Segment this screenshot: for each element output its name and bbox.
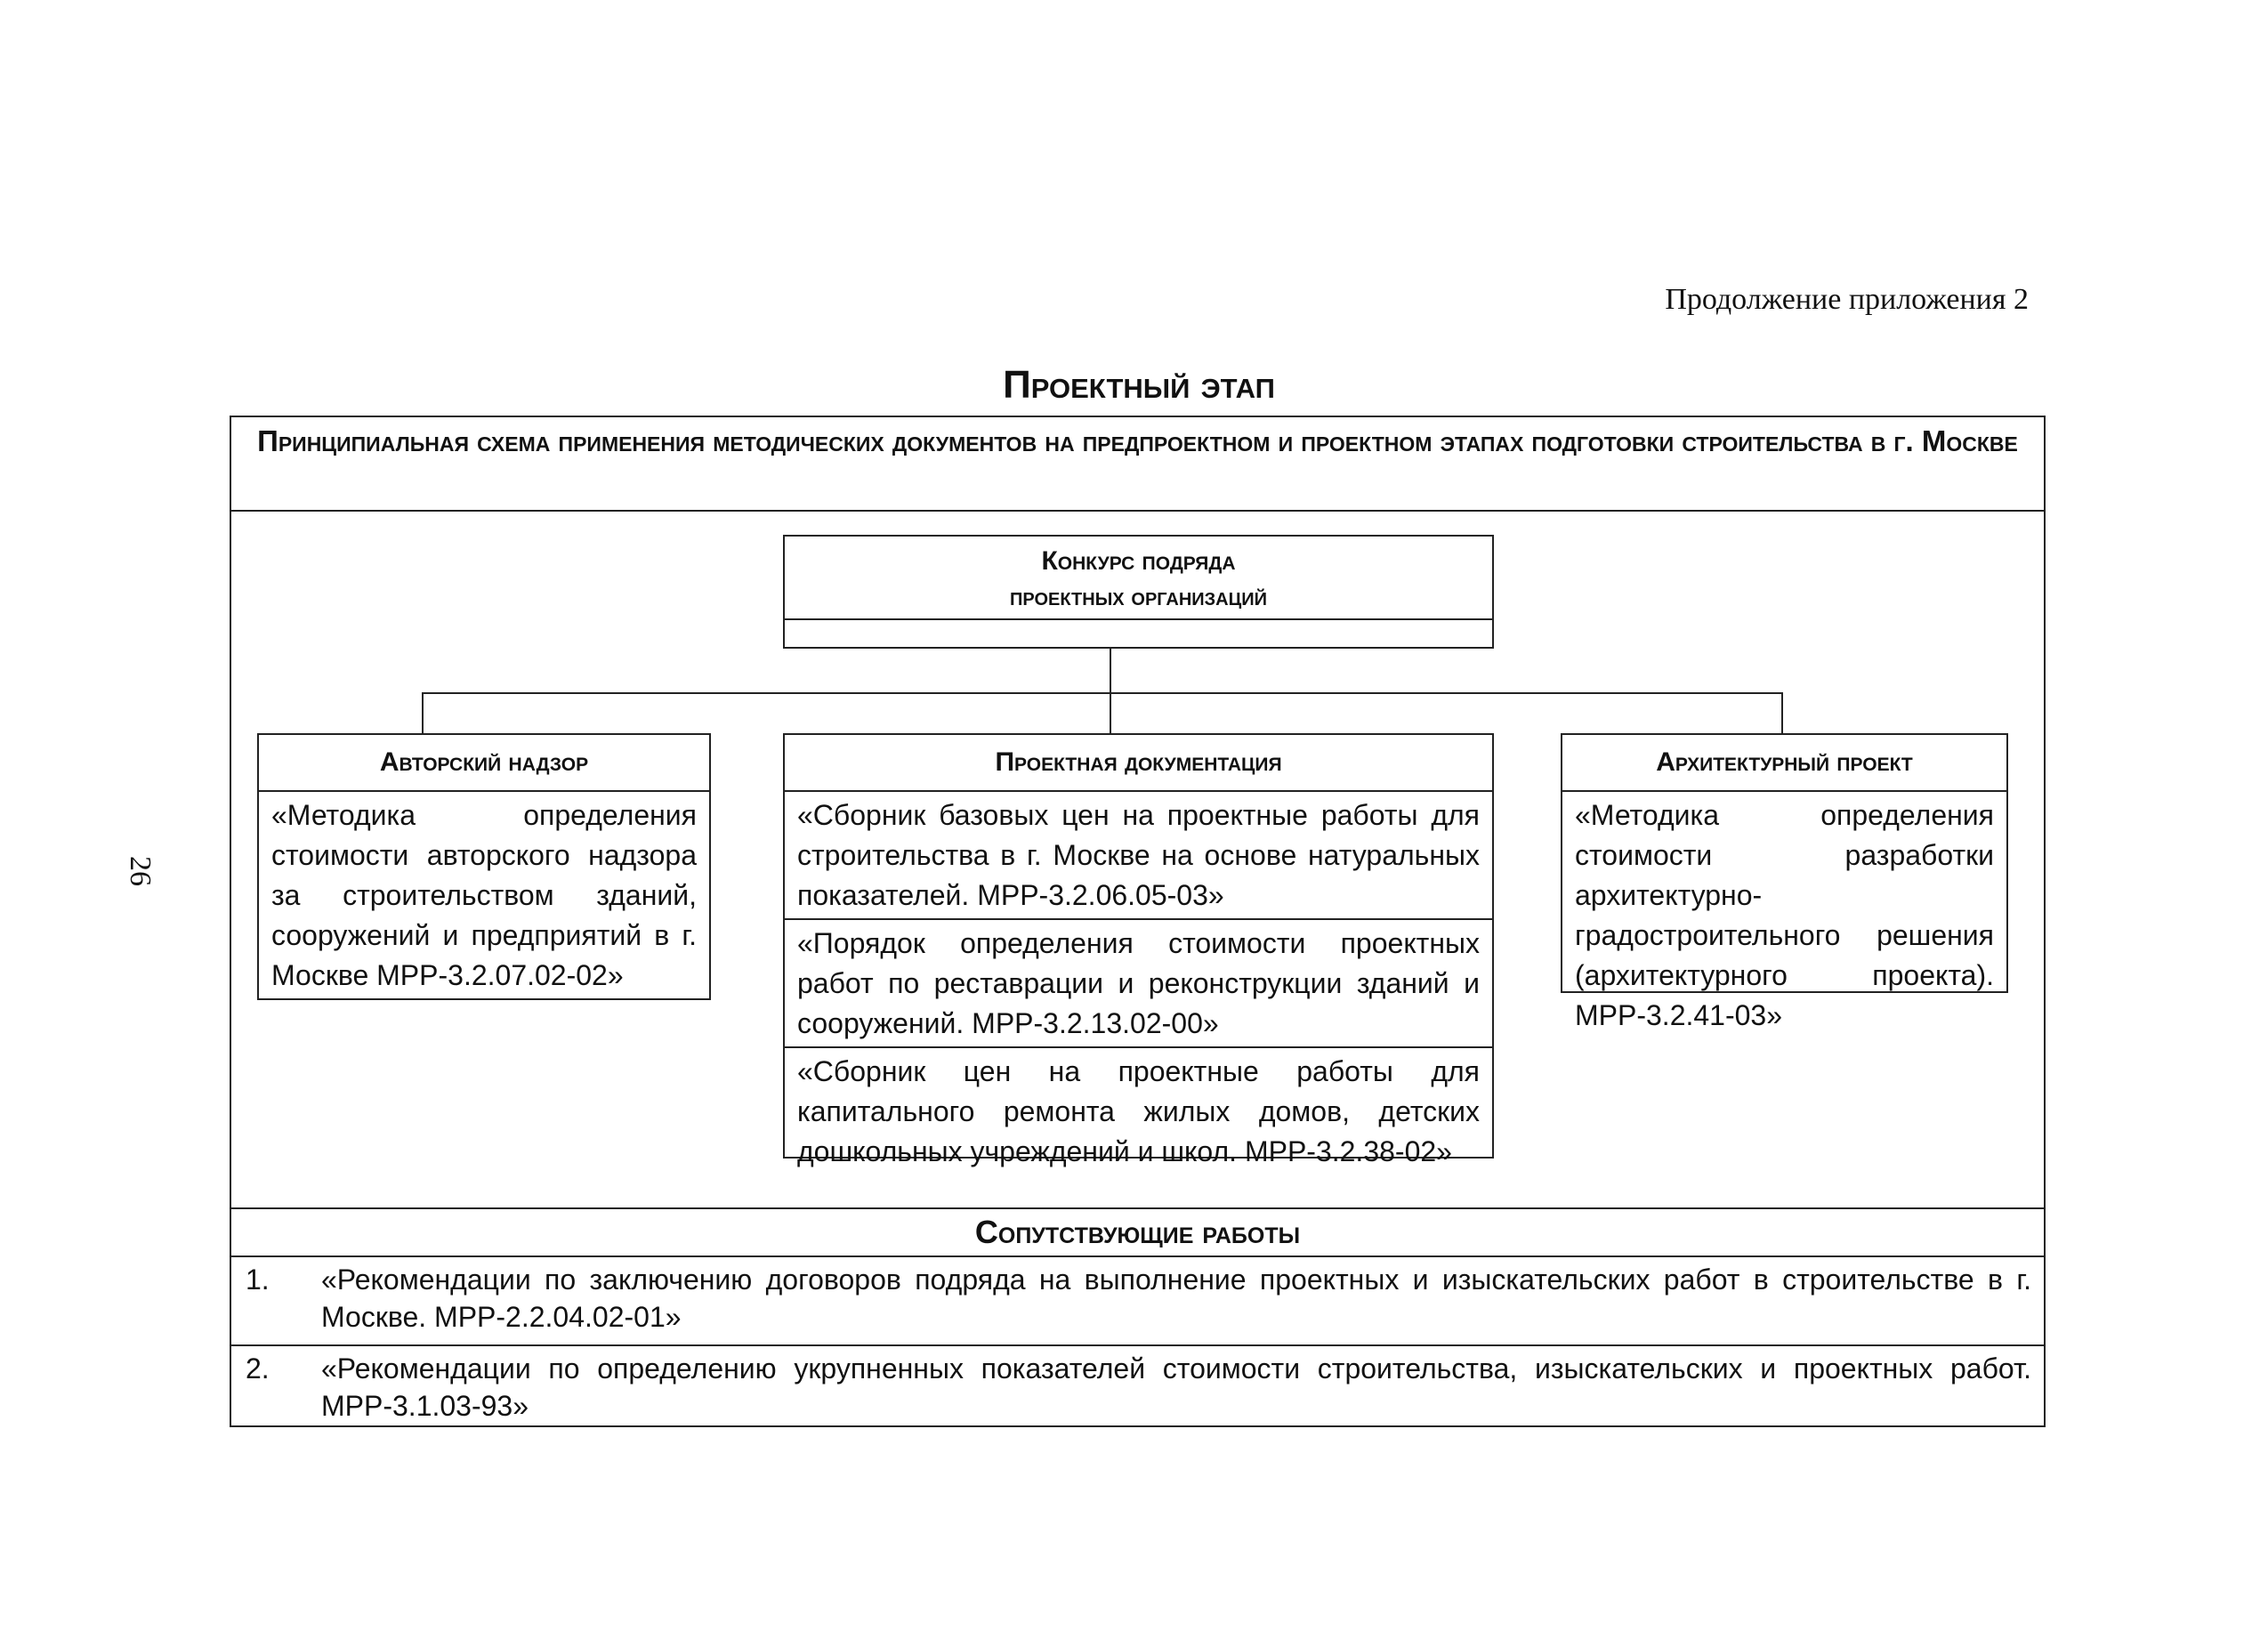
related-section bbox=[230, 1207, 2046, 1427]
center-box-doc-2: «Порядок определения стоимости проектных работ по реставрации и реконструкции зданий и сооружений. МРР-3.2.13.02-00» bbox=[797, 927, 1480, 1039]
top-box-line2: проектных организаций bbox=[1010, 583, 1267, 610]
continuation-note: Продолжение приложения 2 bbox=[1665, 283, 2029, 316]
scheme-title: Принципиальная схема применения методических документов на предпроектном и проектном этапах подготовки строительства в г. Москве bbox=[230, 416, 2046, 512]
list-item-text: «Рекомендации по заключению договоров подряда на выполнение проектных и изыскательских работ в строительстве в г. Москве. МРР-2.2.04.02-01» bbox=[321, 1264, 2031, 1333]
connector-right bbox=[1781, 692, 1783, 733]
list-item-number: 1. bbox=[246, 1264, 270, 1296]
right-box-doc: «Методика определения стоимости разработки архитектурно-градостроительного решения (архитектурного проекта). МРР-3.2.41-03» bbox=[1575, 799, 1994, 1031]
list-item bbox=[230, 1346, 2046, 1425]
connector-left bbox=[422, 692, 424, 733]
right-box-title: Архитектурный проект bbox=[1656, 747, 1913, 777]
related-title: Сопутствующие работы bbox=[974, 1214, 1301, 1250]
stage-title: Проектный этап bbox=[1003, 363, 1275, 407]
top-box bbox=[783, 535, 1494, 649]
page-number: 26 bbox=[124, 856, 157, 886]
center-box-title: Проектная документация bbox=[995, 747, 1282, 777]
center-box-doc-3: «Сборник цен на проектные работы для капитального ремонта жилых домов, детских дошкольных учреждений и школ. МРР-3.2.38-02» bbox=[797, 1055, 1480, 1167]
list-item-number: 2. bbox=[246, 1352, 270, 1385]
list-item-text: «Рекомендации по определению укрупненных показателей стоимости строительства, изыскательских и проектных работ. МРР-3.1.03-93» bbox=[321, 1352, 2031, 1422]
connector-center bbox=[1110, 692, 1111, 733]
connector-horizontal bbox=[422, 692, 1783, 694]
list-item bbox=[230, 1257, 2046, 1344]
connector-top bbox=[1110, 649, 1111, 692]
center-box bbox=[783, 733, 1494, 1167]
left-box-doc: «Методика определения стоимости авторского надзора за строительством зданий, сооружений и предприятий в г. Москве МРР-3.2.07.02-02» bbox=[271, 799, 697, 991]
right-box bbox=[1561, 733, 2008, 1031]
left-box bbox=[257, 733, 711, 1000]
left-box-title: Авторский надзор bbox=[379, 747, 589, 777]
top-box-line1: Конкурс подряда bbox=[1041, 546, 1236, 576]
top-box-divider bbox=[785, 618, 1492, 620]
center-box-doc-1: «Сборник базовых цен на проектные работы для строительства в г. Москве на основе натуральных показателей. МРР-3.2.06.05-03» bbox=[797, 799, 1480, 911]
